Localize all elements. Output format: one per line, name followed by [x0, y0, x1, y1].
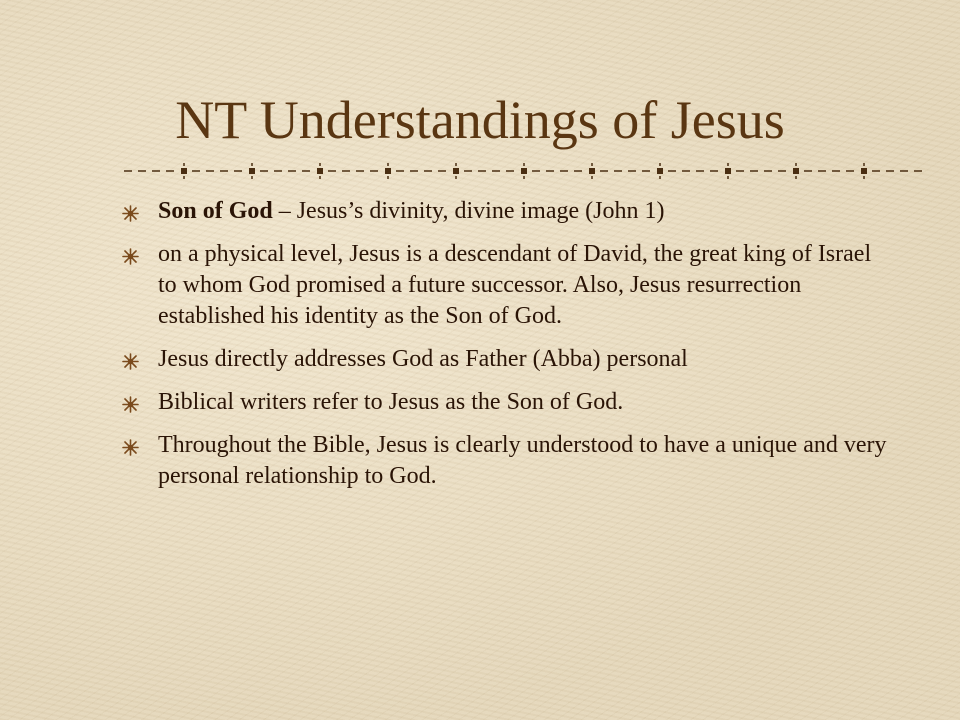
asterisk-star-icon — [122, 353, 139, 370]
bullet-text: Biblical writers refer to Jesus as the Son of God. — [158, 389, 624, 415]
bullet-text: on a physical level, Jesus is a descendant of David, the great king of Israel to whom God promised a future successor. Also, Jesus resurrection established his identity as the Son of God. — [158, 241, 872, 329]
bullet-item-2 — [122, 239, 892, 332]
bullet-text: Jesus directly addresses God as Father (Abba) personal — [158, 346, 688, 372]
bullet-text — [158, 198, 664, 224]
bullet-item-5 — [122, 430, 892, 492]
bullet-lead: Son of God — [158, 198, 273, 224]
asterisk-star-icon — [122, 439, 139, 456]
slide-title: NT Understandings of Jesus — [175, 90, 785, 150]
title-divider — [118, 162, 930, 180]
bullet-item-4 — [122, 387, 892, 418]
bullet-text: Throughout the Bible, Jesus is clearly understood to have a unique and very personal relationship to God. — [158, 432, 887, 489]
bullet-body: – Jesus’s divinity, divine image (John 1) — [272, 198, 665, 224]
asterisk-star-icon — [122, 205, 139, 222]
bullet-item-1 — [122, 196, 892, 227]
asterisk-star-icon — [122, 396, 139, 413]
asterisk-star-icon — [122, 248, 139, 265]
bullet-item-3 — [122, 344, 892, 375]
bullet-list — [122, 196, 892, 504]
